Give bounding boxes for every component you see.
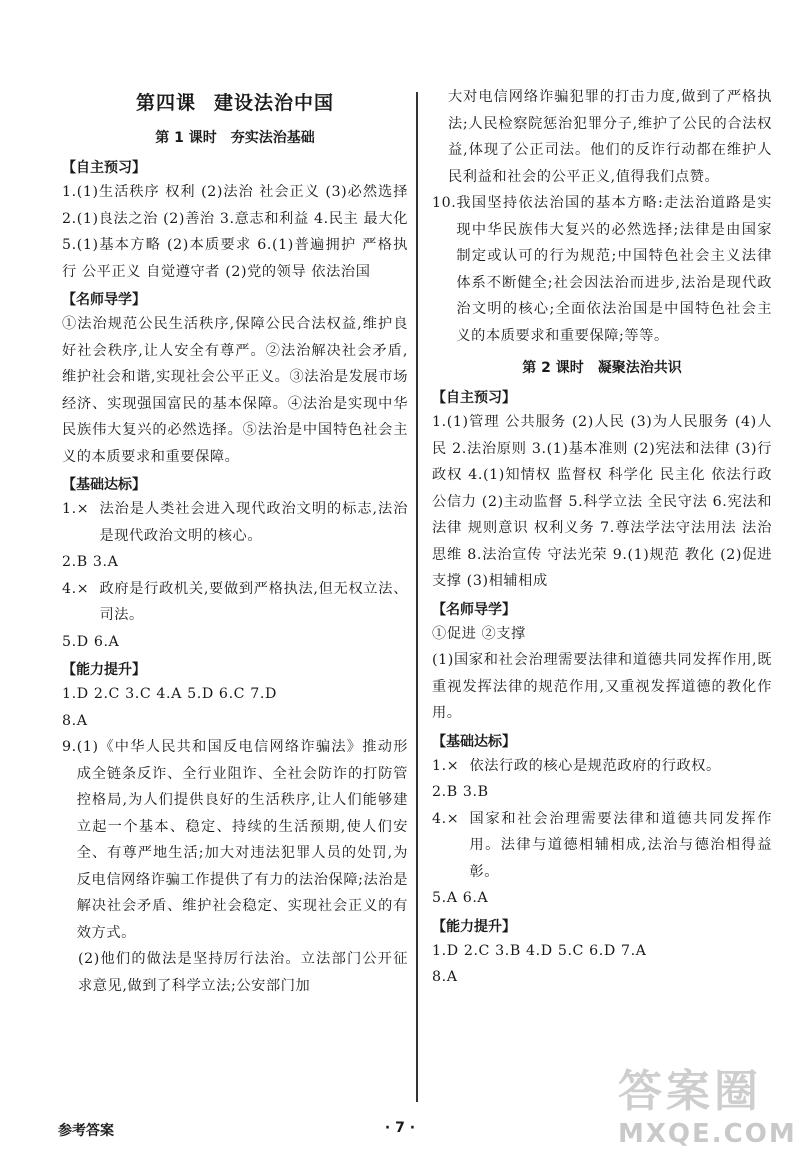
answer-item: 10. 我国坚持依法治国的基本方略:走法治道路是实现中华民族伟大复兴的必然选择;法律是由国家制定或认可的行为规范;中国特色社会主义法律体系不断健全;社会因法治而进步,法治是现代政治文明的核心;全面依法治国是中国特色社会主义的本质要求和重要保障;等等。 bbox=[432, 195, 772, 344]
lesson-title: 第四课 建设法治中国 bbox=[135, 92, 335, 114]
answer-line: 1.D 2.C 3.C 4.A 5.D 6.C 7.D bbox=[62, 686, 277, 702]
answer-line: ①促进 ②支撑 bbox=[432, 625, 526, 642]
answer-item: 4.× 国家和社会治理需要法律和道德共同发挥作用。法律与道德相辅相成,法治与德治相得益彰。 bbox=[432, 810, 772, 880]
heading-teacher-guide: 【名师导学】 bbox=[432, 601, 516, 618]
answer-line: 2.B 3.A bbox=[62, 554, 119, 570]
answer-line: 8.A bbox=[62, 712, 88, 729]
preview-answers: 1.(1)生活秩序 权利 (2)法治 社会正义 (3)必然选择 2.(1)良法之治 (2)善治 3.意志和利益 4.民主 最大化 5.(1)基本方略 (2)本质要求 6.(1)普遍拥护 严格执行 公平正义 自觉遵守者 (2)党的领导 依法治国 bbox=[62, 184, 408, 280]
answer-paragraph: 大对电信网络诈骗犯罪的打击力度,做到了严格执法;人民检察院惩治犯罪分子,维护了公民的合法权益,体现了公正司法。他们的反诈行动都在维护人民利益和社会的公平正义,值得我们点赞。 bbox=[448, 89, 772, 185]
heading-self-preview: 【自主预习】 bbox=[62, 160, 146, 176]
heading-basic: 【基础达标】 bbox=[62, 477, 146, 493]
preview-answers: 1.(1)管理 公共服务 (2)人民 (3)为人民服务 (4)人民 2.法治原则 3.(1)基本准则 (2)宪法和法律 (3)行政权 4.(1)知情权 监督权 科学化 民主化 依法行政 公信力 (2)主动监督 5.科学立法 全民守法 6.宪法和法律 规则意识 权利义务 7.尊法学法守法用法 法治思维 8.法治宣传 守法光荣 9.(1)规范 教化 (2)促进 支撑 (3)相辅相成 bbox=[432, 414, 772, 589]
watermark-logo bbox=[618, 1066, 797, 1164]
watermark-text: 答案圈 bbox=[618, 1066, 762, 1117]
answer-line: 5.D 6.A bbox=[62, 633, 120, 650]
answer-item: 4.× 政府是行政机关,要做到严格执法,但无权立法、司法。 bbox=[62, 580, 408, 623]
answer-line: 1.D 2.C 3.B 4.D 5.C 6.D 7.A bbox=[432, 942, 647, 959]
heading-ability: 【能力提升】 bbox=[432, 918, 516, 935]
guide-answers: ①法治规范公民生活秩序,保障公民合法权益,维护良好社会秩序,让人安全有尊严。②法治解决社会矛盾,维护社会和谐,实现社会公平正义。③法治是发展市场经济、实现强国富民的基本保障。④法治是实现中华民族伟大复兴的必然选择。⑤法治是中国特色社会主义的本质要求和重要保障。 bbox=[62, 316, 408, 465]
answer-item: 9. (1)《中华人民共和国反电信网络诈骗法》推动形成全链条反诈、全行业阻诈、全社会防诈的打防管控格局,为人们提供良好的生活秩序,让人们能够建立起一个基本、稳定、持续的生活预期,使人们安全、有尊严地生活;加大对违法犯罪人员的处罚,为反电信网络诈骗工作提供了有力的法治保障;法治是解决社会矛盾、维护社会稳定、实现社会正义的有效方式。 bbox=[62, 739, 408, 941]
heading-ability: 【能力提升】 bbox=[62, 662, 146, 678]
answer-line: 5.A 6.A bbox=[432, 890, 489, 906]
heading-self-preview: 【自主预习】 bbox=[432, 390, 516, 406]
answer-paragraph: (2)他们的做法是坚持厉行法治。立法部门公开征求意见,做到了科学立法;公安部门加 bbox=[78, 951, 408, 994]
footer-label: 参考答案 bbox=[58, 1123, 114, 1139]
answer-line: 8.A bbox=[432, 969, 458, 985]
column-divider bbox=[416, 92, 418, 1102]
heading-basic: 【基础达标】 bbox=[432, 733, 516, 750]
page-number: · 7 · bbox=[384, 1120, 416, 1136]
watermark-url: MXQE.COM bbox=[618, 1119, 797, 1149]
heading-teacher-guide: 【名师导学】 bbox=[62, 292, 146, 308]
section-1-title: 第 1 课时 夯实法治基础 bbox=[155, 130, 315, 146]
section-2-title: 第 2 课时 凝聚法治共识 bbox=[522, 360, 682, 376]
answer-line: 2.B 3.B bbox=[432, 784, 489, 800]
answer-item: 1.× 依法行政的核心是规范政府的行政权。 bbox=[432, 757, 721, 774]
answer-item: 1.× 法治是人类社会进入现代政治文明的标志,法治是现代政治文明的核心。 bbox=[62, 501, 408, 544]
left-column bbox=[62, 78, 408, 999]
right-column bbox=[432, 84, 772, 991]
answer-paragraph: (1)国家和社会治理需要法律和道德共同发挥作用,既重视发挥法律的规范作用,又重视发挥道德的教化作用。 bbox=[432, 652, 772, 721]
